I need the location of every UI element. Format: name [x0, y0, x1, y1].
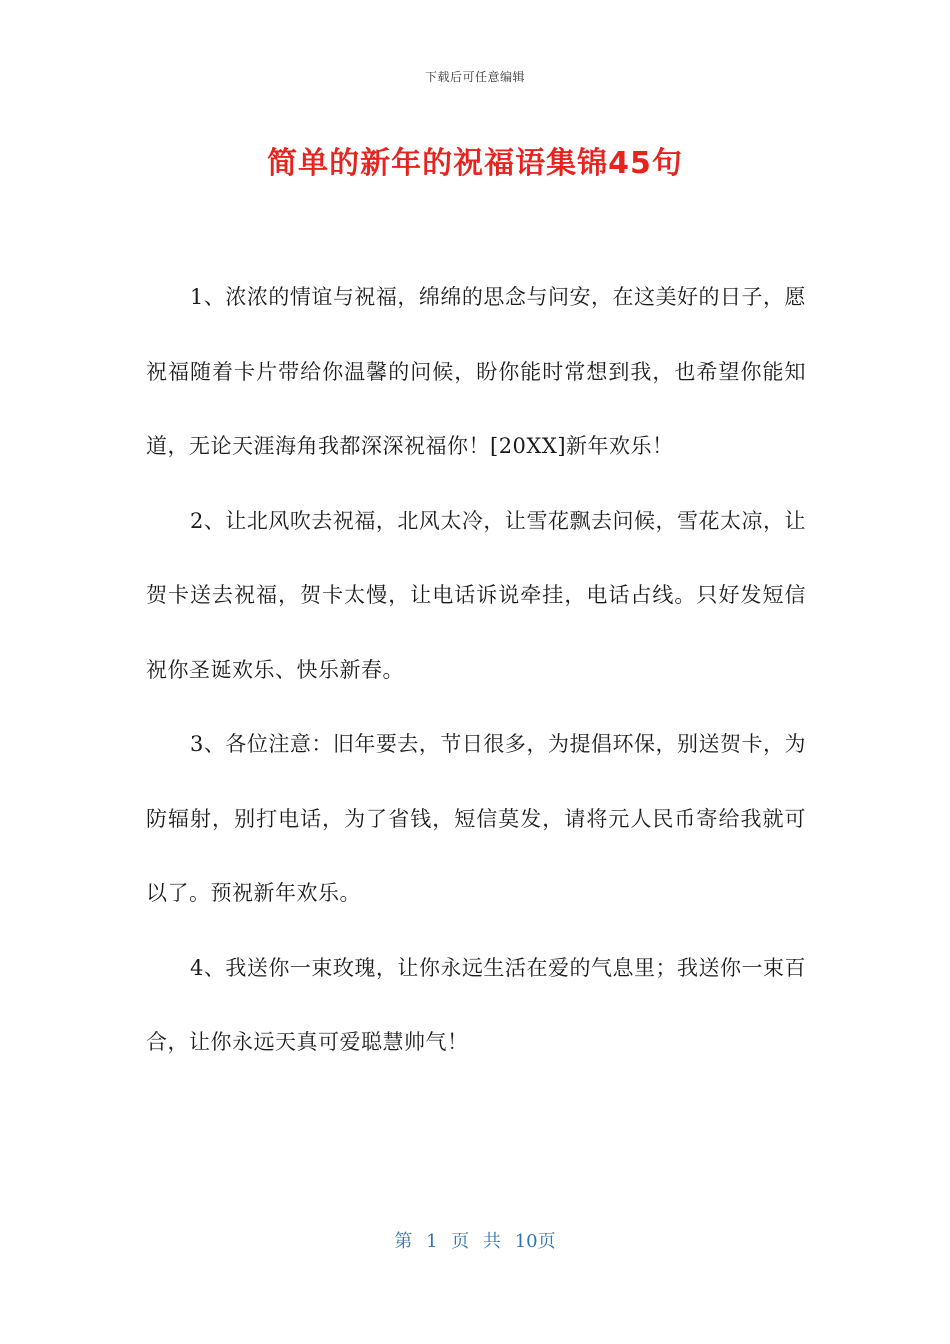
paragraph-3: 3、各位注意：旧年要去，节日很多，为提倡环保，别送贺卡，为防辐射，别打电话，为了省钱，短信莫发，请将元人民币寄给我就可以了。预祝新年欢乐。 — [146, 732, 806, 905]
header-note: 下载后可任意编辑 — [424, 70, 525, 84]
paragraph-2: 2、让北风吹去祝福，北风太冷，让雪花飘去问候，雪花太凉，让贺卡送去祝福，贺卡太慢，让电话诉说牵挂，电话占线。只好发短信祝你圣诞欢乐、快乐新春。 — [146, 508, 806, 682]
page-footer: 第 1 页 共 10页 — [394, 1231, 556, 1252]
document-title: 简单的新年的祝福语集锦45句 — [267, 146, 683, 181]
paragraph-1: 1、浓浓的情谊与祝福，绵绵的思念与问安，在这美好的日子，愿祝福随着卡片带给你温馨的问候，盼你能时常想到我，也希望你能知道，无论天涯海角我都深深祝福你！[20XX]新年欢乐！ — [146, 285, 806, 458]
document-body — [146, 260, 806, 1080]
paragraph-4: 4、我送你一束玫瑰，让你永远生活在爱的气息里；我送你一束百合，让你永远天真可爱聪慧帅气！ — [146, 955, 806, 1054]
